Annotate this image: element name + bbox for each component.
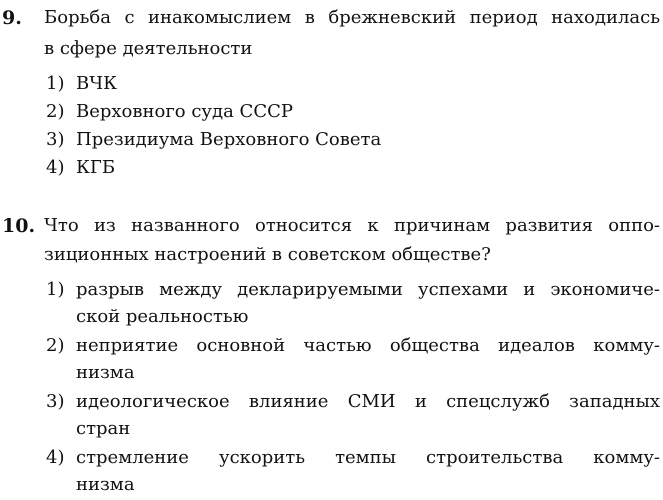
option-text: КГБ bbox=[76, 157, 116, 178]
question-number: 9. bbox=[2, 7, 22, 29]
option-text: неприятие основной частью общества идеалов комму- bbox=[76, 335, 660, 356]
option-number: 1) bbox=[46, 73, 65, 94]
option-text: разрыв между декларируемыми успехами и экономиче- bbox=[76, 279, 660, 300]
question-number: 10. bbox=[2, 215, 36, 237]
question-text-line: в сфере деятельности bbox=[44, 38, 253, 59]
option-number: 3) bbox=[46, 391, 65, 412]
option-text: идеологическое влияние СМИ и спецслужб западных bbox=[76, 391, 660, 412]
option-text-continued: низма bbox=[76, 362, 135, 383]
option-text: ВЧК bbox=[76, 73, 118, 94]
option-number: 1) bbox=[46, 279, 65, 300]
option-number: 2) bbox=[46, 101, 65, 122]
option-text-continued: ской реальностью bbox=[76, 306, 249, 327]
question-text-line: Что из названного относится к причинам развития оппо- bbox=[44, 215, 660, 236]
option-number: 4) bbox=[46, 157, 65, 178]
option-text-continued: низма bbox=[76, 474, 135, 495]
option-text-continued: стран bbox=[76, 418, 131, 439]
option-text: Президиума Верховного Совета bbox=[76, 129, 382, 150]
option-number: 3) bbox=[46, 129, 65, 150]
option-number: 2) bbox=[46, 335, 65, 356]
question-text-line: зиционных настроений в советском обществе? bbox=[44, 244, 491, 265]
option-number: 4) bbox=[46, 447, 65, 468]
question-text-line: Борьба с инакомыслием в брежневский период находилась bbox=[44, 7, 660, 28]
option-text: Верховного суда СССР bbox=[76, 101, 293, 122]
option-text: стремление ускорить темпы строительства комму- bbox=[76, 447, 660, 468]
